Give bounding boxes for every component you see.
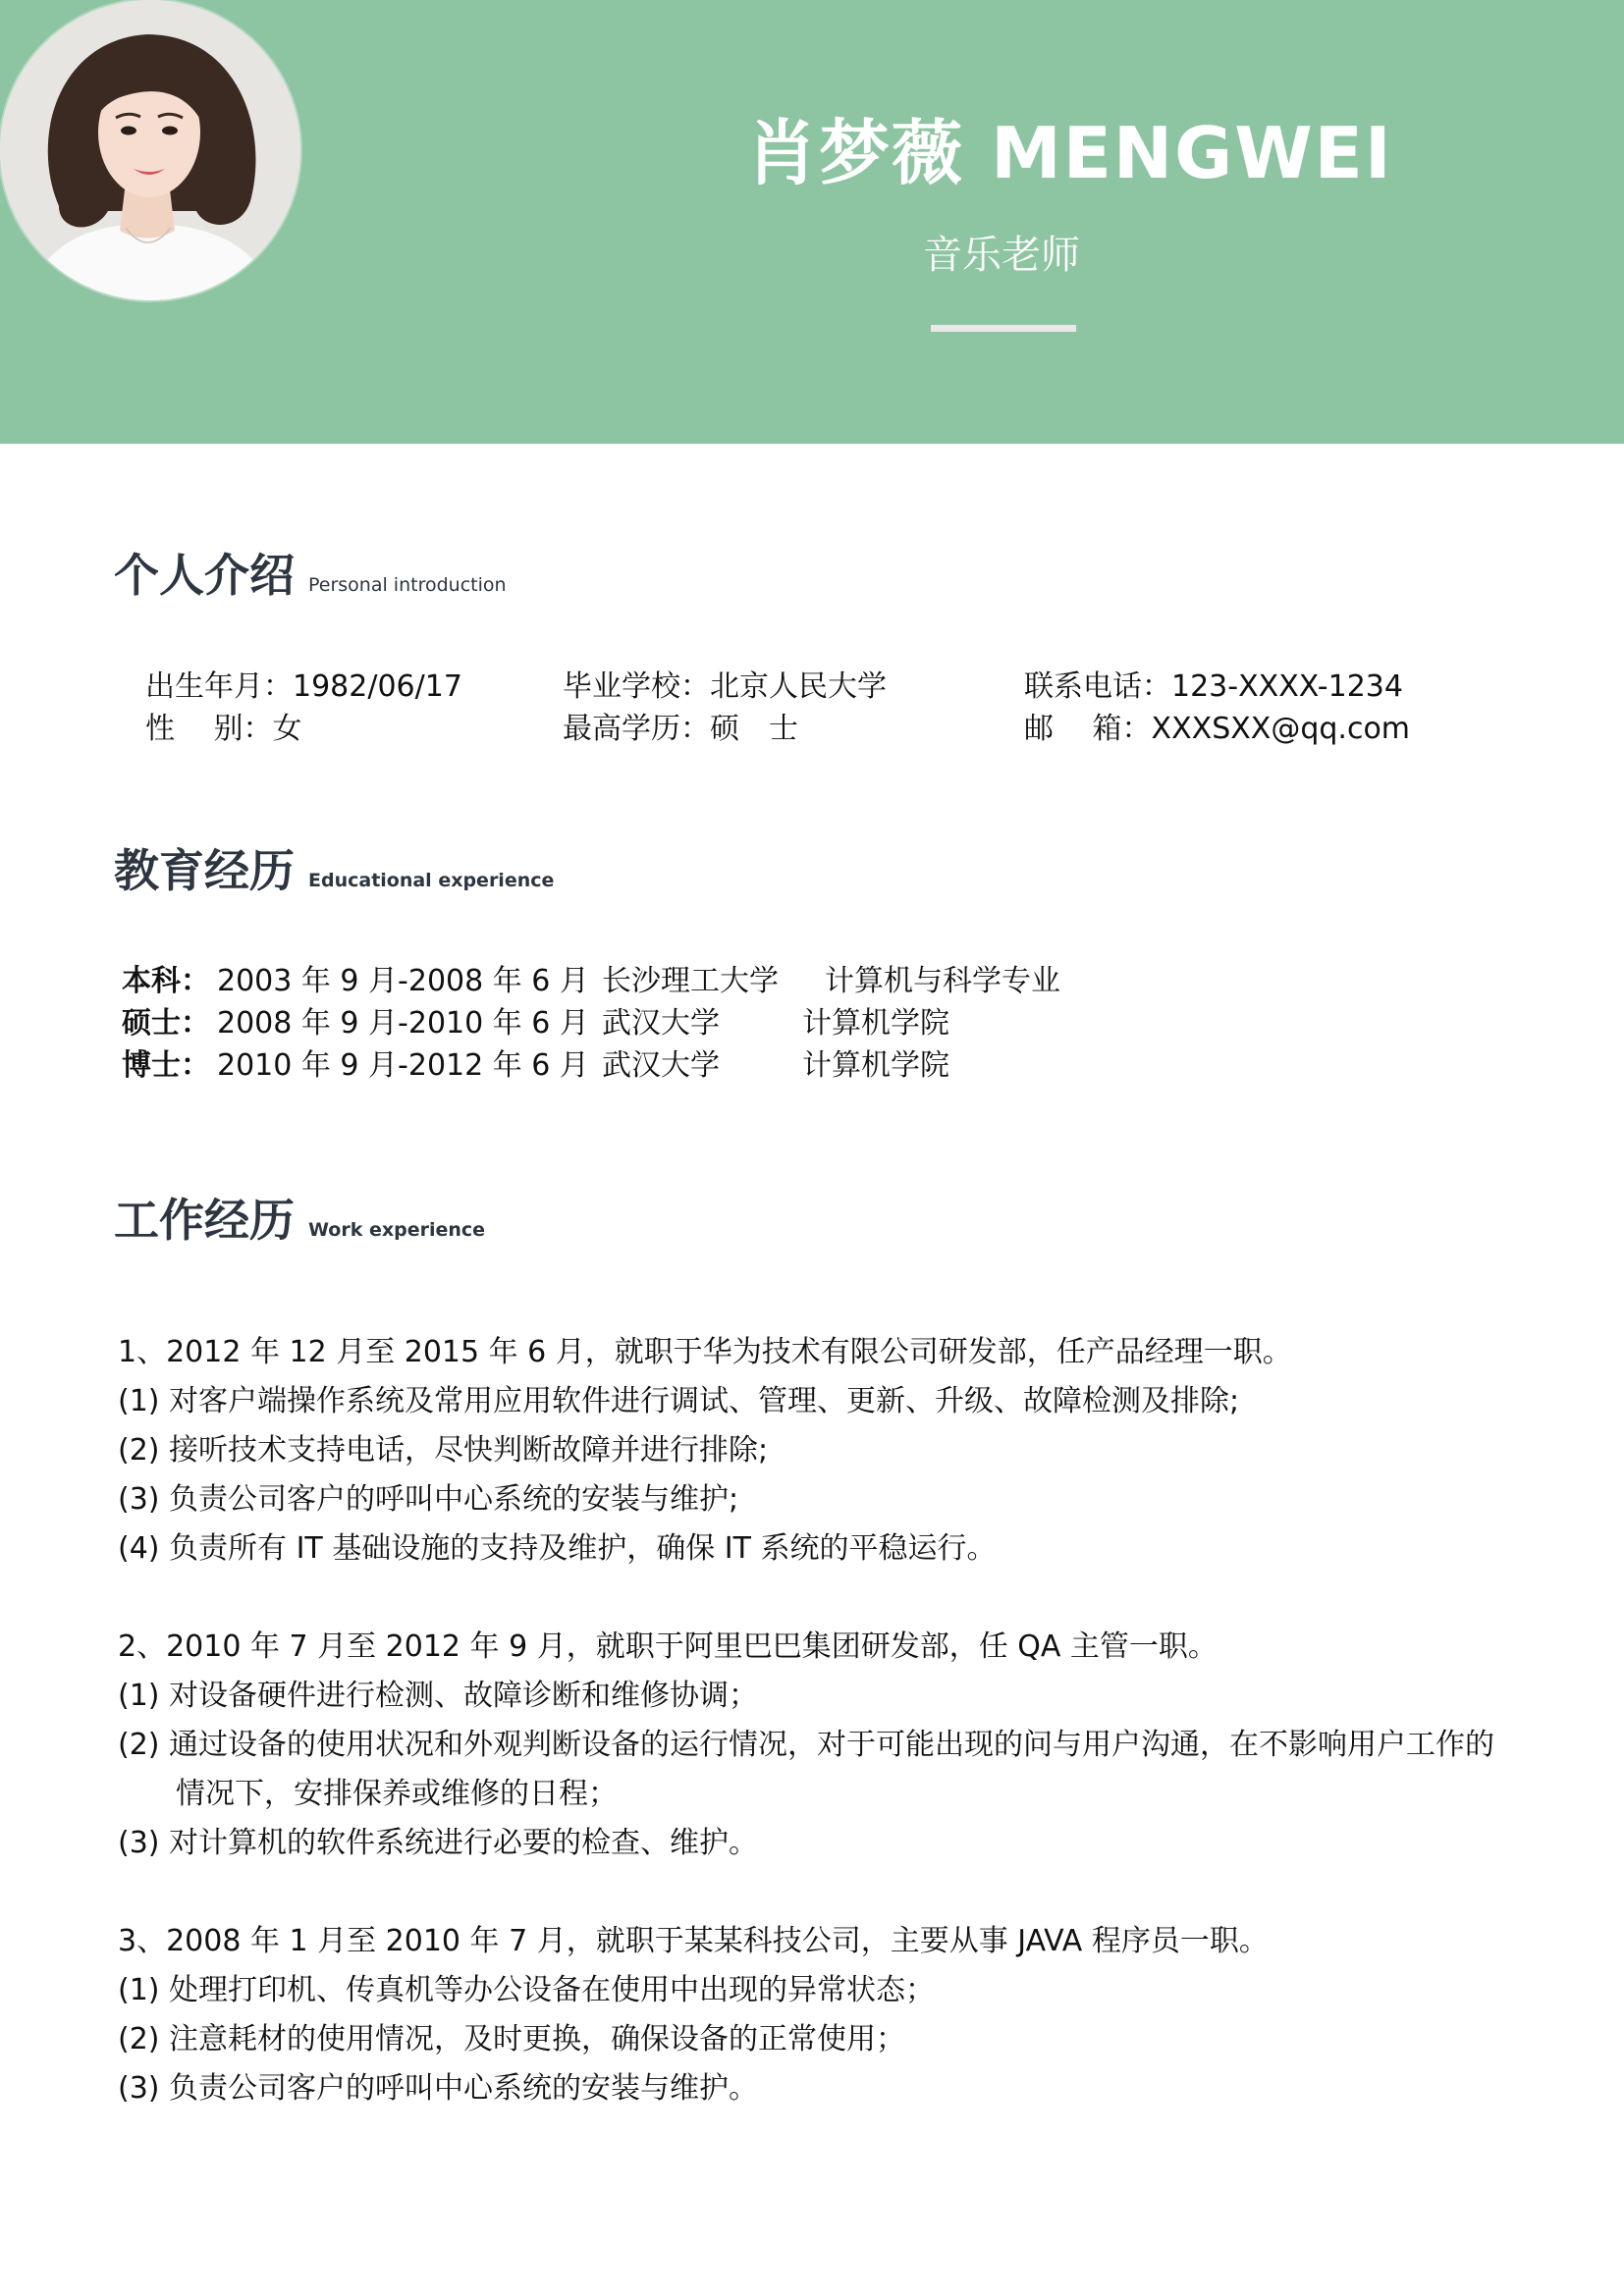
job-duty-item: (1) 对客户端操作系统及常用应用软件进行调试、管理、更新、升级、故障检测及排除; (118, 1384, 1240, 1418)
degree-level: 硕士： (122, 1006, 210, 1041)
school-name: 武汉大学 (602, 1048, 720, 1083)
job-entry-heading: 1、2012 年 12 月至 2015 年 6 月，就职于华为技术有限公司研发部，任产品经理一职。 (118, 1335, 1292, 1369)
job-duty-item: (3) 负责公司客户的呼叫中心系统的安装与维护; (118, 1482, 739, 1517)
job-duty-item: (2) 注意耗材的使用情况，及时更换，确保设备的正常使用； (118, 2022, 906, 2056)
job-duty-item: (1) 处理打印机、传真机等办公设备在使用中出现的异常状态； (118, 1973, 936, 2007)
job-duty-continuation: 情况下，安排保养或维修的日程； (176, 1777, 618, 1811)
birth-date: 出生年月：1982/06/17 (145, 669, 462, 704)
title-divider (931, 325, 1076, 332)
degree-level: 本科： (122, 964, 210, 998)
job-duty-item: (3) 对计算机的软件系统进行必要的检查、维护。 (118, 1826, 759, 1860)
section-title: 个人介绍 (114, 549, 295, 602)
section-heading-education (114, 835, 554, 900)
school-name: 长沙理工大学 (602, 964, 779, 998)
job-entry-heading: 2、2010 年 7 月至 2012 年 9 月，就职于阿里巴巴集团研发部，任 QA 主管一职。 (118, 1629, 1218, 1664)
portrait-illustration (0, 0, 300, 300)
graduate-school: 毕业学校：北京人民大学 (563, 669, 887, 704)
study-period: 2008 年 9 月-2010 年 6 月 (217, 1006, 589, 1041)
section-heading-work (114, 1185, 485, 1250)
section-subtitle: Educational experience (308, 870, 555, 891)
section-heading-personal (114, 540, 507, 605)
job-entry-heading: 3、2008 年 1 月至 2010 年 7 月，就职于某某科技公司，主要从事 JAVA 程序员一职。 (118, 1924, 1269, 1958)
study-period: 2003 年 9 月-2008 年 6 月 (217, 964, 589, 998)
major: 计算机与科学专业 (825, 964, 1060, 998)
section-subtitle: Work experience (308, 1219, 486, 1241)
study-period: 2010 年 9 月-2012 年 6 月 (217, 1048, 589, 1083)
job-title: 音乐老师 (923, 233, 1080, 278)
job-duty-item: (1) 对设备硬件进行检测、故障诊断和维修协调； (118, 1679, 759, 1713)
school-name: 武汉大学 (602, 1006, 720, 1041)
job-duty-item: (2) 接听技术支持电话，尽快判断故障并进行排除; (118, 1433, 769, 1468)
section-title: 教育经历 (114, 844, 295, 897)
gender: 性 别：女 (145, 712, 302, 746)
email: 邮 箱：XXXSXX@qq.com (1024, 712, 1411, 746)
major: 计算机学院 (802, 1048, 949, 1083)
candidate-name: 肖梦薇 MENGWEI (746, 112, 1393, 194)
section-subtitle: Personal introduction (308, 574, 507, 596)
section-title: 工作经历 (114, 1194, 295, 1247)
profile-photo (0, 0, 300, 300)
phone: 联系电话：123-XXXX-1234 (1024, 669, 1403, 704)
highest-degree: 最高学历：硕 士 (563, 712, 798, 746)
major: 计算机学院 (802, 1006, 949, 1041)
job-duty-item: (3) 负责公司客户的呼叫中心系统的安装与维护。 (118, 2071, 759, 2106)
job-duty-item: (2) 通过设备的使用状况和外观判断设备的运行情况，对于可能出现的问与用户沟通，在不影响用户工作的 (118, 1728, 1495, 1762)
job-duty-item: (4) 负责所有 IT 基础设施的支持及维护，确保 IT 系统的平稳运行。 (118, 1531, 997, 1566)
degree-level: 博士： (122, 1048, 210, 1083)
